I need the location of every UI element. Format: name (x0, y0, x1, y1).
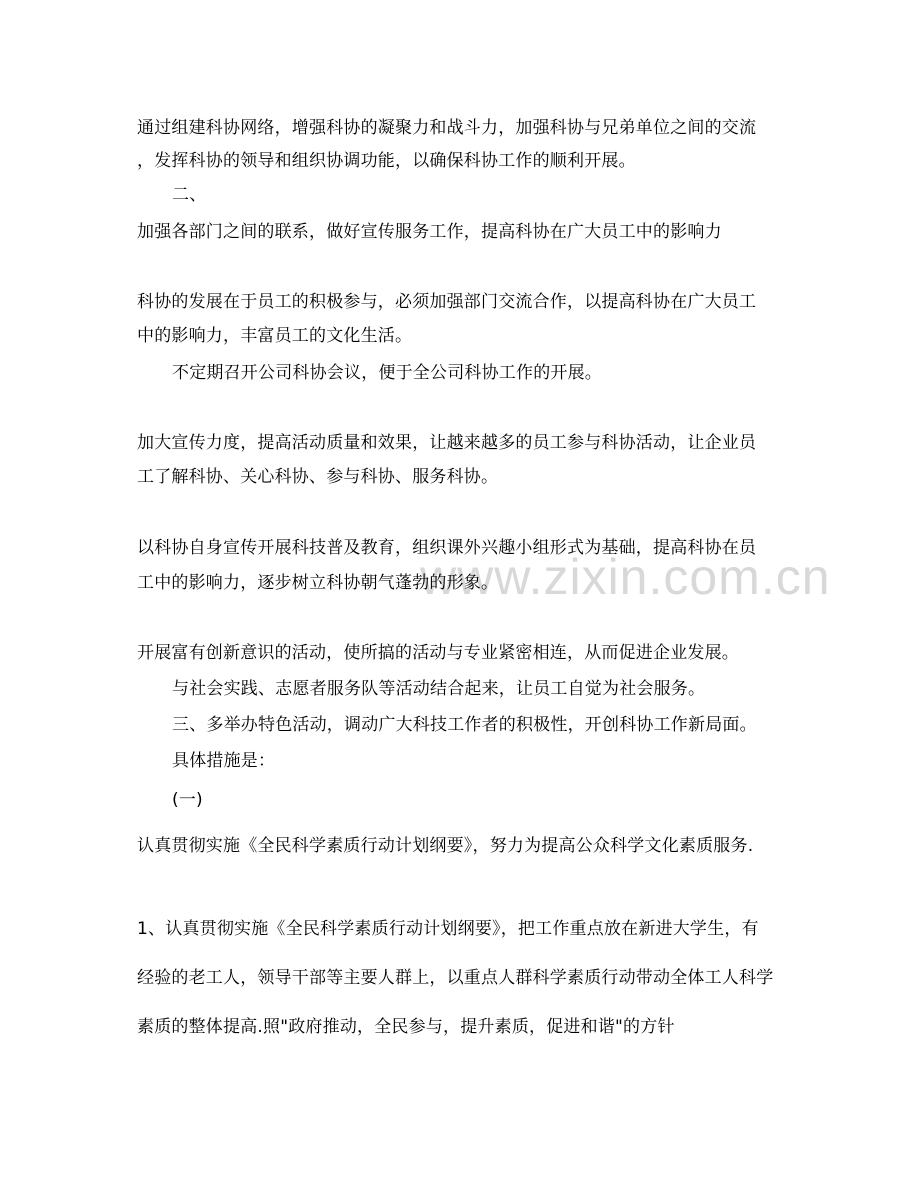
text-line: 科协的发展在于员工的积极参与，必须加强部门交流合作，以提高科协在广大员工 (137, 292, 757, 312)
text-line: 开展富有创新意识的活动，使所搞的活动与专业紧密相连，从而促进企业发展。 (137, 643, 739, 663)
text-line: 与社会实践、志愿者服务队等活动结合起来，让员工自觉为社会服务。 (172, 679, 706, 699)
text-line: 加强各部门之间的联系，做好宣传服务工作，提高科协在广大员工中的影响力 (137, 222, 722, 242)
text-line: 工了解科协、关心科协、参与科协、服务科协。 (137, 467, 499, 487)
text-line: 具体措施是： (172, 751, 276, 771)
text-line: 以科协自身宣传开展科技普及教育，组织课外兴趣小组形式为基础，提高科协在员 (137, 538, 757, 558)
text-line: 工中的影响力，逐步树立科协朝气蓬勃的形象。 (137, 573, 499, 593)
text-line: 1、认真贯彻实施《全民科学素质行动计划纲要》，把工作重点放在新进大学生，有 (137, 919, 759, 939)
subsection-heading: (一) (172, 790, 203, 810)
section-heading: 二、 (172, 185, 207, 205)
text-line: 素质的整体提高.照"政府推动，全民参与，提升素质，促进和谐"的方针 (137, 1017, 675, 1037)
text-line: 经验的老工人，领导干部等主要人群上，以重点人群科学素质行动带动全体工人科学 (137, 968, 774, 988)
text-line: ，发挥科协的领导和组织协调功能，以确保科协工作的顺利开展。 (137, 151, 636, 171)
section-heading: 三、多举办特色活动，调动广大科技工作者的积极性，开创科协工作新局面。 (172, 715, 757, 735)
text-line: 中的影响力，丰富员工的文化生活。 (137, 326, 413, 346)
text-line: 认真贯彻实施《全民科学素质行动计划纲要》，努力为提高公众科学文化素质服务. (137, 836, 754, 856)
text-line: 加大宣传力度，提高活动质量和效果，让越来越多的员工参与科协活动，让企业员 (137, 433, 757, 453)
watermark: www.zixin.com.cn (420, 549, 831, 605)
text-line: 通过组建科协网络，增强科协的凝聚力和战斗力，加强科协与兄弟单位之间的交流 (137, 118, 757, 138)
text-line: 不定期召开公司科协会议，便于全公司科协工作的开展。 (172, 363, 602, 383)
